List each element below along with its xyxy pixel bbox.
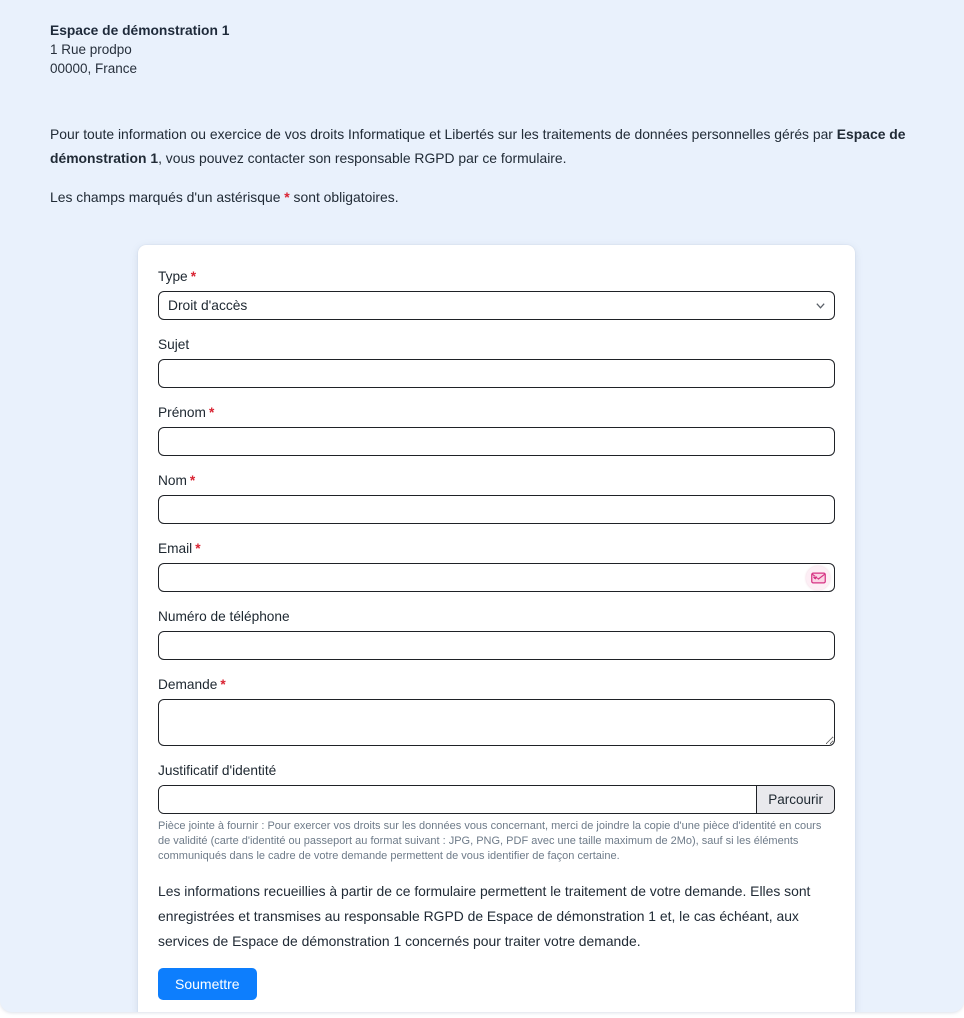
nom-input[interactable] (158, 495, 835, 524)
type-required-asterisk: * (190, 269, 197, 284)
telephone-label: Numéro de téléphone (158, 609, 290, 624)
intro-text-after: , vous pouvez contacter son responsable RGPD par ce formulaire. (158, 150, 567, 166)
required-note-after: sont obligatoires. (289, 189, 399, 205)
field-justificatif (158, 763, 835, 864)
intro-org-name-bold: Espace de démonstration 1 (50, 126, 906, 166)
org-address-line-1: 1 Rue prodpo (50, 42, 132, 57)
justificatif-file-input[interactable] (158, 785, 835, 814)
prenom-required-asterisk: * (208, 405, 215, 420)
email-autofill-envelope-icon[interactable] (806, 566, 830, 590)
required-note-before: Les champs marqués d'un astérisque (50, 189, 285, 205)
sujet-input[interactable] (158, 359, 835, 388)
demande-label (158, 677, 835, 693)
submit-button[interactable]: Soumettre (158, 968, 257, 1000)
intro-text-before: Pour toute information ou exercice de vos droits Informatique et Libertés sur les traitements de données personnelles gérés par (50, 126, 837, 142)
nom-label-text: Nom (158, 473, 187, 488)
nom-label (158, 473, 835, 489)
email-input-wrap (158, 563, 835, 592)
required-asterisk: * (284, 189, 290, 205)
file-name-area[interactable] (159, 786, 756, 813)
required-fields-note (50, 189, 906, 205)
sujet-label: Sujet (158, 337, 190, 352)
field-email (158, 541, 835, 592)
field-demande (158, 677, 835, 746)
email-label (158, 541, 835, 557)
field-telephone (158, 609, 835, 660)
org-address-line-2: 00000, France (50, 61, 138, 76)
intro-block (0, 122, 964, 205)
demande-label-text: Demande (158, 677, 218, 692)
justificatif-label: Justificatif d'identité (158, 763, 277, 778)
field-type (158, 269, 835, 320)
demande-required-asterisk: * (220, 677, 226, 692)
org-name: Espace de démonstration 1 (50, 23, 230, 38)
prenom-label (158, 405, 835, 421)
privacy-notice: Les informations recueillies à partir de ce formulaire permettent le traitement de votre demande. Elles sont enregistrées et transmises au responsable RGPD de Espace de démonstration 1 et, le cas échéant, aux services de Espace de démonstration 1 concernés pour traiter votre demande. (158, 883, 811, 949)
field-nom (158, 473, 835, 524)
field-prenom (158, 405, 835, 456)
prenom-input[interactable] (158, 427, 835, 456)
attachment-help-text: Pièce jointe à fournir : Pour exercer vos droits sur les données vous concernant, merci de joindre la copie d'une pièce d'identité en cours de validité (carte d'identité ou passeport au format suivant : JPG, PNG, PDF avec une taille maximum de 2Mo), sauf si les éléments communiqués dans le cadre de votre demande permettent de vous identifier de façon certaine. (158, 820, 822, 862)
nom-required-asterisk: * (189, 473, 196, 488)
email-required-asterisk: * (195, 541, 201, 556)
type-select-wrap (158, 291, 835, 320)
email-label-text: Email (158, 541, 193, 556)
prenom-label-text: Prénom (158, 405, 206, 420)
intro-paragraph (50, 122, 906, 170)
type-select[interactable] (158, 291, 835, 320)
telephone-input[interactable] (158, 631, 835, 660)
field-sujet (158, 337, 835, 388)
type-label (158, 269, 835, 285)
browse-button[interactable]: Parcourir (756, 786, 834, 813)
org-header (0, 0, 964, 78)
rgpd-contact-form-card (138, 245, 855, 1012)
demande-textarea[interactable] (158, 699, 835, 746)
email-input[interactable] (158, 563, 835, 592)
type-label-text: Type (158, 269, 188, 284)
